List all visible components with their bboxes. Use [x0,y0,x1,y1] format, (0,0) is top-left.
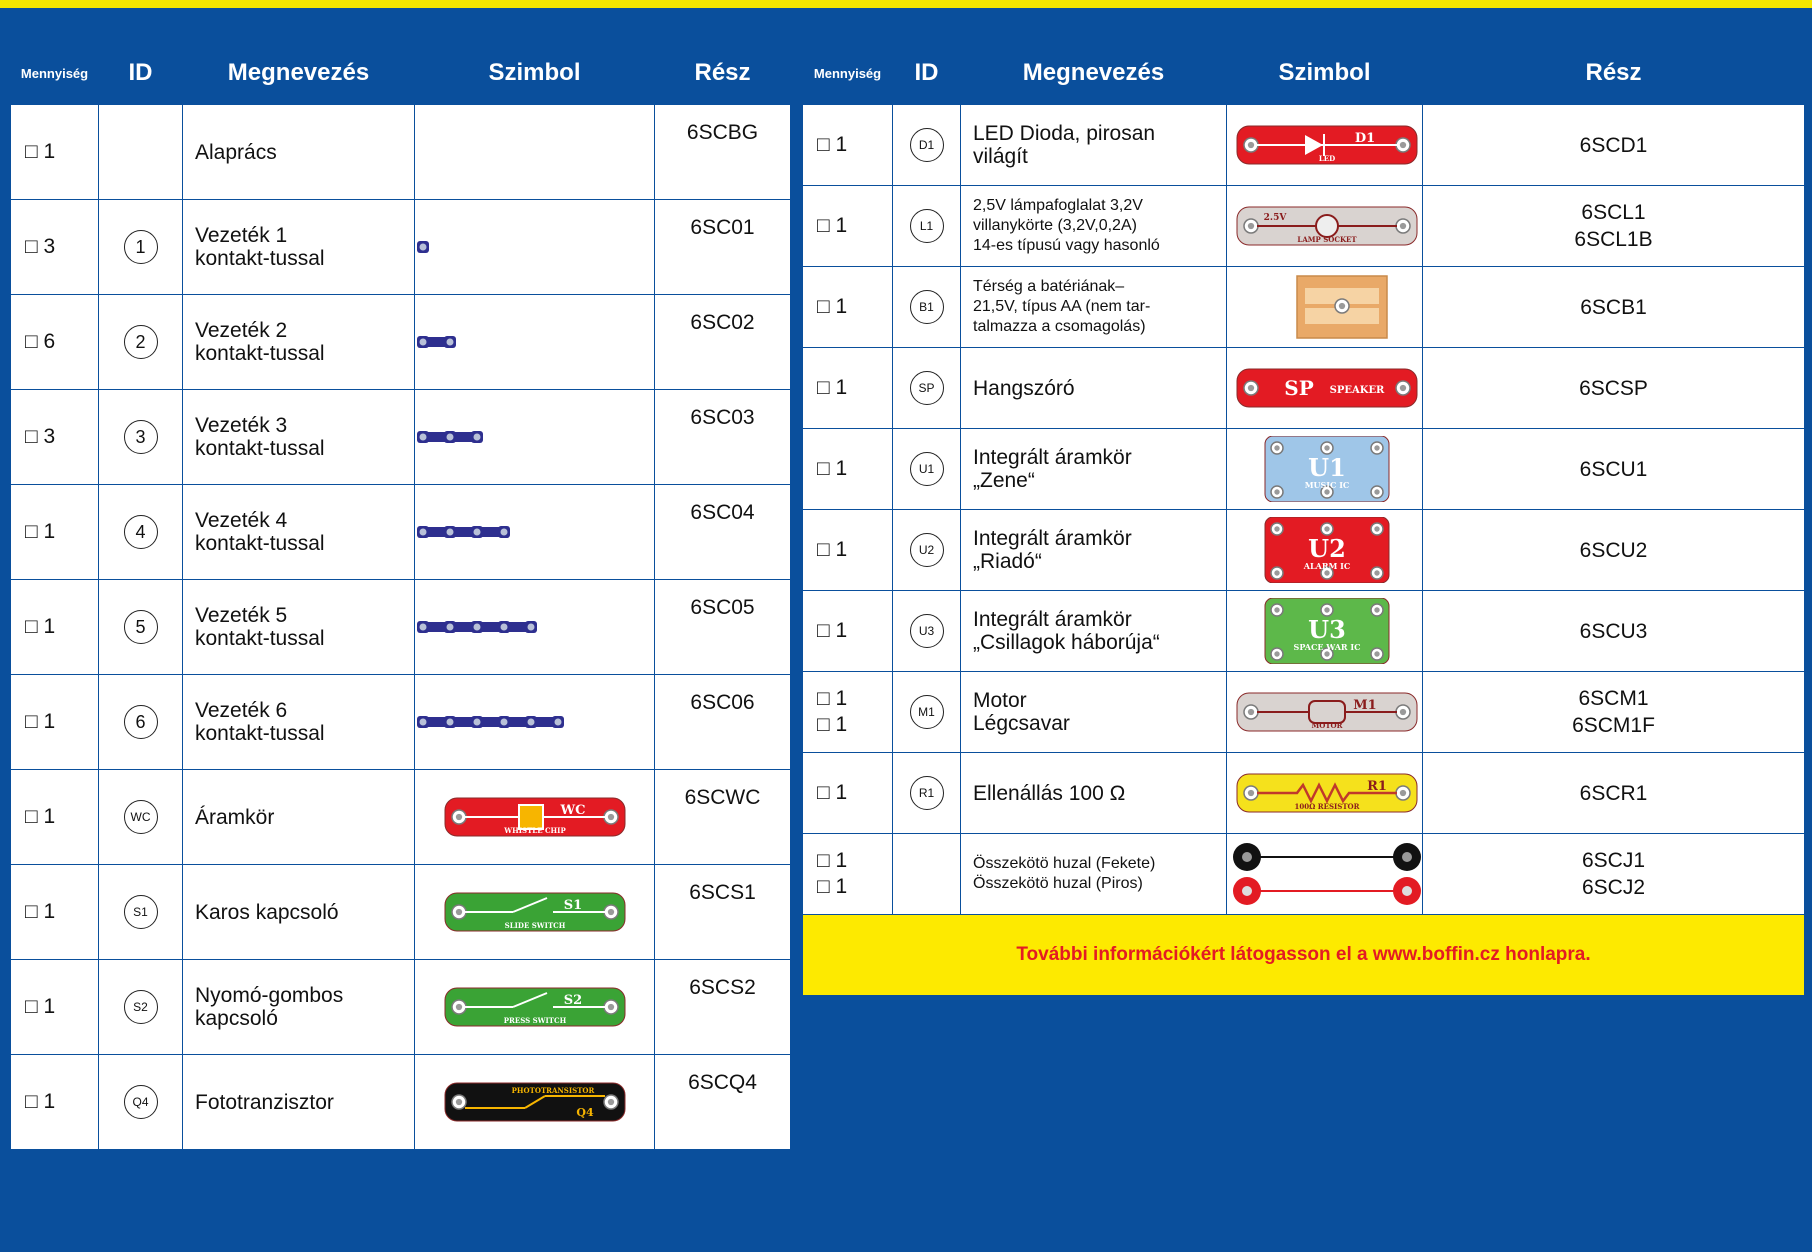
wire-snap [417,621,429,633]
id-cell [99,1055,183,1150]
snap-stud [1371,648,1383,660]
ic-sublabel: SPACE WAR IC [1293,642,1361,652]
snap-stud [1396,138,1410,152]
wire-symbol [415,309,655,375]
header-quantity: Mennyiség [11,42,99,105]
part-id-badge: D1 [910,128,944,162]
resistor-symbol [1227,760,1423,826]
symbol-cell [415,960,655,1055]
quantity-cell: □ 1 [803,105,893,186]
symbol-cell [1227,753,1423,834]
snap-stud [1396,219,1410,233]
id-cell [99,865,183,960]
wire-snap [498,526,510,538]
wire-bar [423,717,558,727]
quantity-cell: □ 1 [11,865,99,960]
snap-stud [604,1000,618,1014]
symbol-cell [1227,591,1423,672]
part-name-cell: Karos kapcsoló [183,865,415,960]
part-id-badge: L1 [910,209,944,243]
wire-snap [471,716,483,728]
parts-table-right [802,42,1805,996]
jumpers-symbol [1227,841,1423,907]
id-cell [893,591,961,672]
part-label: 2.5V [1263,213,1287,223]
symbol-cell [415,580,655,675]
part-id-badge: 5 [124,610,158,644]
id-cell [893,753,961,834]
part-name-cell: Vezeték 4 kontakt-tussal [183,485,415,580]
id-cell [893,429,961,510]
part-name-cell: Térség a batériának– 21,5V, típus AA (nem tar- talmazza a csomagolás) [961,267,1227,348]
id-cell [893,267,961,348]
table-row [803,591,1805,672]
id-cell [99,295,183,390]
lamp-bulb [1316,215,1338,237]
header-quantity: Mennyiség [803,42,893,105]
table-row [11,770,791,865]
quantity-cell: □ 1 [803,753,893,834]
symbol-cell [415,865,655,960]
part-name-cell: Áramkör [183,770,415,865]
snap-stud [604,810,618,824]
id-cell [99,580,183,675]
ic-label: U1 [1308,453,1346,482]
header-symbol: Szimbol [415,42,655,105]
part-number-cell: 6SCS1 [655,865,791,960]
table-row [11,1055,791,1150]
ic-sublabel: ALARM IC [1303,561,1351,571]
parts-table-left [10,42,791,1150]
snap-stud [1371,523,1383,535]
part-label: S2 [563,993,582,1008]
ic-symbol [1227,598,1423,664]
id-cell [893,510,961,591]
snap-stud [452,1000,466,1014]
symbol-cell [415,485,655,580]
part-name-cell: Nyomó-gombos kapcsoló [183,960,415,1055]
snap-stud [1371,604,1383,616]
part-id-badge: 1 [124,230,158,264]
symbol-cell [415,390,655,485]
website-footnote: További információkért látogasson el a www.boffin.cz honlapra. [803,915,1805,996]
part-id-badge: S2 [124,990,158,1024]
part-number-cell: 6SCBG [655,105,791,200]
red-jumper-wire [1233,877,1421,905]
wire-symbol [415,499,655,565]
header-part: Rész [655,42,791,105]
parts-list-frame [0,8,1812,1252]
wire-snap [444,526,456,538]
wire-snap [444,336,456,348]
wire-snap [498,716,510,728]
snap-stud [1396,381,1410,395]
wire-snap [444,716,456,728]
wire-snap [417,431,429,443]
part-number-cell: 6SCU3 [1423,591,1805,672]
part-label: R1 [1367,779,1387,794]
part-name-cell: Integrált áramkör „Riadó“ [961,510,1227,591]
part-label: S1 [563,898,582,913]
symbol-cell [415,1055,655,1150]
id-cell [893,105,961,186]
header-name: Megnevezés [961,42,1227,105]
table-row [11,865,791,960]
snap-stud [604,905,618,919]
part-name-cell: Alaprács [183,105,415,200]
table-row [11,485,791,580]
id-cell [99,960,183,1055]
part-number-cell: 6SCQ4 [655,1055,791,1150]
part-name-cell: LED Dioda, pirosan világít [961,105,1227,186]
table-row [803,267,1805,348]
table-row [803,753,1805,834]
part-label: SP [1284,376,1314,400]
part-id-badge: U1 [910,452,944,486]
quantity-cell: □ 1 [11,485,99,580]
quantity-cell: □ 1 [803,429,893,510]
snap-stud [1271,604,1283,616]
part-name-cell: Motor Légcsavar [961,672,1227,753]
table-row [11,295,791,390]
snap-stud [1244,381,1258,395]
part-id-badge: 6 [124,705,158,739]
snap-stud [1335,299,1349,313]
wire-snap [471,526,483,538]
part-number-cell: 6SCL1 6SCL1B [1423,186,1805,267]
top-yellow-band [0,0,1812,8]
part-number-cell: 6SCB1 [1423,267,1805,348]
symbol-cell [1227,672,1423,753]
part-name-cell: Fototranzisztor [183,1055,415,1150]
whistle-chip-symbol [435,784,635,850]
quantity-cell: □ 1 [11,675,99,770]
part-name-cell: Vezeték 6 kontakt-tussal [183,675,415,770]
quantity-cell: □ 6 [11,295,99,390]
part-number-cell: 6SCS2 [655,960,791,1055]
part-name-cell: 2,5V lámpafoglalat 3,2V villanykörte (3,2V,0,2A) 14-es típusú vagy hasonló [961,186,1227,267]
part-sublabel: LED [1318,154,1336,163]
part-id-badge: WC [124,800,158,834]
wire-snap [417,336,429,348]
part-body [1237,369,1417,407]
snap-stud [1396,786,1410,800]
snap-stud [1271,648,1283,660]
table-header-row [803,42,1805,105]
part-label: WC [560,803,585,818]
id-cell [99,200,183,295]
table-row [803,510,1805,591]
wire-symbol [415,214,655,280]
symbol-cell [1227,429,1423,510]
quantity-cell: □ 3 [11,390,99,485]
wire-snap [417,526,429,538]
table-row [803,348,1805,429]
part-id-badge: U2 [910,533,944,567]
ic-symbol [1227,436,1423,502]
part-number-cell: 6SCJ1 6SCJ2 [1423,834,1805,915]
quantity-cell: □ 1 □ 1 [803,672,893,753]
ic-symbol [1227,517,1423,583]
part-label: D1 [1354,131,1376,146]
part-name-cell: Integrált áramkör „Zene“ [961,429,1227,510]
wire-snap [444,621,456,633]
wire-snap [417,716,429,728]
part-name-cell: Vezeték 3 kontakt-tussal [183,390,415,485]
id-cell [893,834,961,915]
wire-snap [498,621,510,633]
part-sublabel: PRESS SWITCH [503,1016,566,1025]
phototransistor-symbol [435,1069,635,1135]
symbol-cell [415,675,655,770]
header-name: Megnevezés [183,42,415,105]
quantity-cell: □ 1 □ 1 [803,834,893,915]
slide-switch-symbol [435,879,635,945]
quantity-cell: □ 1 [803,348,893,429]
part-id-badge: U3 [910,614,944,648]
speaker-symbol [1227,355,1423,421]
table-row [803,429,1805,510]
part-number-cell: 6SC01 [655,200,791,295]
part-sublabel: 100Ω RESISTOR [1294,802,1360,811]
battery-symbol [1227,274,1423,340]
id-cell [99,485,183,580]
symbol-cell [415,770,655,865]
header-part: Rész [1423,42,1805,105]
wire-symbol [415,689,655,755]
snap-stud [604,1095,618,1109]
part-sublabel: LAMP SOCKET [1297,235,1357,244]
quantity-cell: □ 3 [11,200,99,295]
wire-symbol [415,404,655,470]
id-cell [99,390,183,485]
part-id-badge: 3 [124,420,158,454]
footnote-row [803,915,1805,996]
symbol-cell [415,105,655,200]
part-id-badge: SP [910,371,944,405]
table-row [803,672,1805,753]
snap-stud [452,810,466,824]
table-row [11,390,791,485]
symbol-cell [1227,105,1423,186]
part-id-badge: S1 [124,895,158,929]
part-number-cell: 6SCM1 6SCM1F [1423,672,1805,753]
quantity-cell: □ 1 [803,186,893,267]
table-row [11,200,791,295]
snap-stud [1371,486,1383,498]
table-row [803,186,1805,267]
part-id-badge: R1 [910,776,944,810]
part-name-cell: Összekötö huzal (Fekete) Összekötö huzal (Piros) [961,834,1227,915]
part-number-cell: 6SCU1 [1423,429,1805,510]
part-id-badge: M1 [910,695,944,729]
symbol-cell [1227,834,1423,915]
symbol-cell [1227,510,1423,591]
part-number-cell: 6SC04 [655,485,791,580]
snap-stud [452,905,466,919]
part-name-cell: Vezeték 2 kontakt-tussal [183,295,415,390]
part-sublabel: MOTOR [1311,721,1343,730]
part-number-cell: 6SCU2 [1423,510,1805,591]
snap-stud [1244,705,1258,719]
wire-snap [525,716,537,728]
snap-stud [1244,219,1258,233]
part-label: Q4 [575,1106,594,1119]
symbol-cell [1227,267,1423,348]
part-label: M1 [1353,698,1377,713]
snap-stud [1371,567,1383,579]
part-number-cell: 6SCR1 [1423,753,1805,834]
part-id-badge: 2 [124,325,158,359]
ic-label: U3 [1308,615,1346,644]
wire-snap [525,621,537,633]
table-row [11,105,791,200]
snap-stud [1271,486,1283,498]
quantity-cell: □ 1 [803,510,893,591]
table-header-row [11,42,791,105]
wire-snap [444,431,456,443]
table-row [11,675,791,770]
snap-stud [1371,442,1383,454]
id-cell [99,675,183,770]
wire-symbol [415,594,655,660]
quantity-cell: □ 1 [11,105,99,200]
header-id: ID [893,42,961,105]
quantity-cell: □ 1 [11,960,99,1055]
part-name-cell: Ellenállás 100 Ω [961,753,1227,834]
quantity-cell: □ 1 [803,267,893,348]
wire-snap [552,716,564,728]
part-number-cell: 6SC03 [655,390,791,485]
id-cell [893,186,961,267]
part-name-cell: Vezeték 5 kontakt-tussal [183,580,415,675]
snap-stud [1244,138,1258,152]
id-cell [99,770,183,865]
wire-bar [423,527,504,537]
symbol-cell [1227,186,1423,267]
id-cell [99,105,183,200]
part-sublabel: SPEAKER [1329,385,1385,396]
table-row [803,105,1805,186]
snap-stud [1244,786,1258,800]
table-row [11,960,791,1055]
ic-label: U2 [1308,534,1346,563]
led-symbol [1227,112,1423,178]
lamp-socket-symbol [1227,193,1423,259]
motor-symbol [1227,679,1423,745]
quantity-cell: □ 1 [11,580,99,675]
part-id-badge: Q4 [124,1085,158,1119]
part-name-cell: Hangszóró [961,348,1227,429]
wire-snap [471,431,483,443]
quantity-cell: □ 1 [11,770,99,865]
part-number-cell: 6SCWC [655,770,791,865]
snap-stud [452,1095,466,1109]
snap-stud [1396,705,1410,719]
snap-stud [1271,523,1283,535]
table-row [803,834,1805,915]
part-number-cell: 6SCSP [1423,348,1805,429]
part-name-cell: Vezeték 1 kontakt-tussal [183,200,415,295]
quantity-cell: □ 1 [11,1055,99,1150]
part-id-badge: 4 [124,515,158,549]
header-symbol: Szimbol [1227,42,1423,105]
snap-stud [1271,567,1283,579]
symbol-cell [415,295,655,390]
part-name-cell: Integrált áramkör „Csillagok háborúja“ [961,591,1227,672]
motor-body [1309,701,1345,723]
id-cell [893,672,961,753]
symbol-cell [1227,348,1423,429]
part-number-cell: 6SC05 [655,580,791,675]
header-id: ID [99,42,183,105]
wire-snap [417,241,429,253]
table-row [11,580,791,675]
quantity-cell: □ 1 [803,591,893,672]
part-number-cell: 6SC06 [655,675,791,770]
part-number-cell: 6SC02 [655,295,791,390]
black-jumper-wire [1233,843,1421,871]
snap-stud [1271,442,1283,454]
part-number-cell: 6SCD1 [1423,105,1805,186]
press-switch-symbol [435,974,635,1040]
ic-sublabel: MUSIC IC [1304,480,1350,490]
part-id-badge: B1 [910,290,944,324]
part-sublabel: PHOTOTRANSISTOR [511,1086,594,1095]
wire-snap [471,621,483,633]
part-sublabel: SLIDE SWITCH [504,921,565,930]
id-cell [893,348,961,429]
part-sublabel: WHISTLE CHIP [503,826,566,835]
symbol-cell [415,200,655,295]
